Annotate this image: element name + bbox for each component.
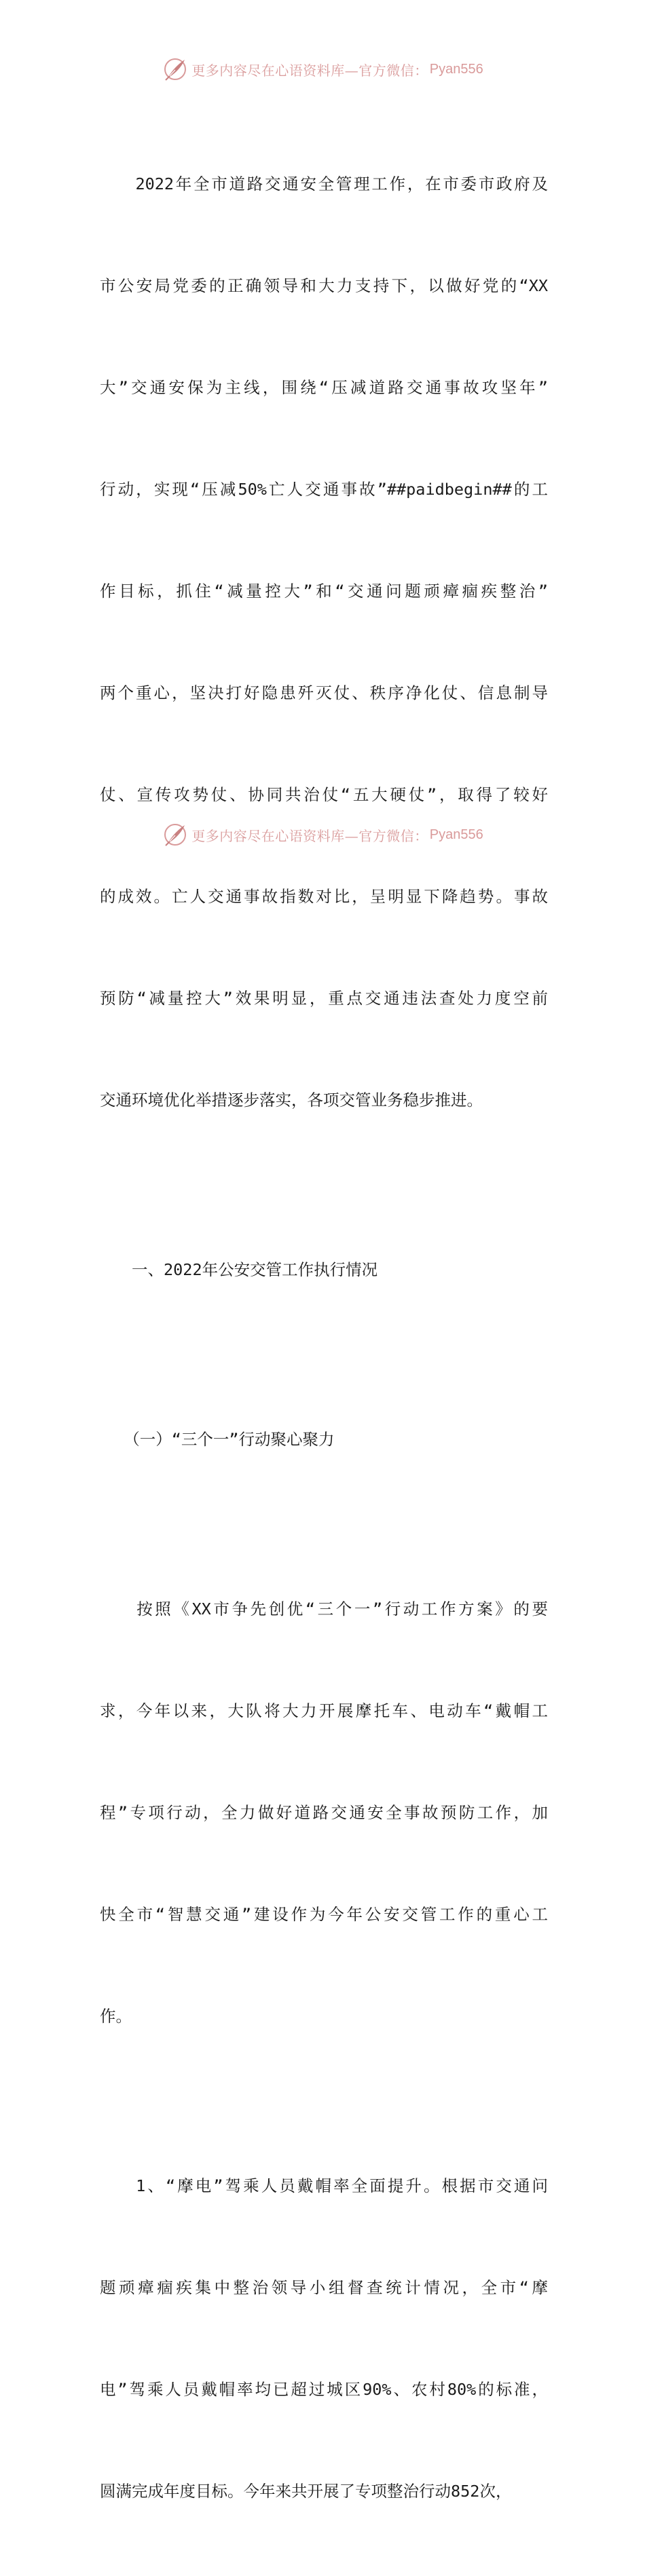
text-line: 求，今年以来，大队将大力开展摩托车、电动车“戴帽工 [100, 1701, 548, 1720]
banner-chinese-text: 更多内容尽在心语资料库—官方微信： [191, 827, 428, 844]
text-line: 市公安局党委的正确领导和大力支持下，以做好党的“XX [100, 276, 548, 295]
document-body [100, 99, 548, 2576]
header-watermark-banner [0, 54, 645, 84]
text-line: 按照《XX市争先创优“三个一”行动工作方案》的要 [100, 1599, 548, 1618]
paragraph-helmet [100, 2101, 548, 2576]
text-line: 电”驾乘人员戴帽率均已超过城区90%、农村80%的标准， [100, 2380, 548, 2399]
text-line: 作。 [100, 2007, 132, 2026]
banner-wechat-id: Pyan556 [429, 827, 483, 842]
text-line: 交通环境优化举措逐步落实，各项交管业务稳步推进。 [100, 1091, 483, 1110]
text-line: 1、“摩电”驾乘人员戴帽率全面提升。根据市交通问 [100, 2176, 548, 2195]
text-line: 题顽瘴痼疾集中整治领导小组督查统计情况，全市“摩 [100, 2278, 548, 2297]
text-line: 快全市“智慧交通”建设作为今年公安交管工作的重心工 [100, 1905, 548, 1924]
text-line: 的成效。亡人交通事故指数对比，呈明显下降趋势。事故 [100, 887, 548, 906]
text-line: 大”交通安保为主线，围绕“压减道路交通事故攻坚年” [100, 378, 548, 397]
heading-line: （一）“三个一”行动聚心聚力 [100, 1430, 335, 1449]
text-line: 行动，实现“压减50%亡人交通事故”##paidbegin##的工 [100, 480, 548, 499]
text-line: 两个重心，坚决打好隐患歼灭仗、秩序净化仗、信息制导 [100, 683, 548, 702]
text-line: 圆满完成年度目标。今年来共开展了专项整治行动852次， [100, 2482, 512, 2501]
subsection-heading [100, 1355, 548, 1524]
section-heading [100, 1185, 548, 1355]
paragraph-plan [100, 1524, 548, 2101]
banner-wechat-id: Pyan556 [429, 61, 483, 77]
heading-line: 一、2022年公安交管工作执行情况 [100, 1260, 378, 1279]
text-line: 预防“减量控大”效果明显，重点交通违法查处力度空前 [100, 989, 548, 1008]
paragraph-intro [100, 99, 548, 1185]
quill-pen-icon [162, 56, 189, 83]
text-line: 仗、宣传攻势仗、协同共治仗“五大硬仗”，取得了较好 [100, 785, 548, 804]
text-line: 2022年全市道路交通安全管理工作，在市委市政府及 [100, 174, 548, 193]
quill-pen-icon [162, 821, 189, 848]
banner-chinese-text: 更多内容尽在心语资料库—官方微信： [191, 62, 428, 79]
text-line: 作目标，抓住“减量控大”和“交通问题顽瘴痼疾整治” [100, 582, 548, 601]
text-line: 程”专项行动，全力做好道路交通安全事故预防工作，加 [100, 1803, 548, 1822]
footer-watermark-banner [0, 820, 645, 850]
